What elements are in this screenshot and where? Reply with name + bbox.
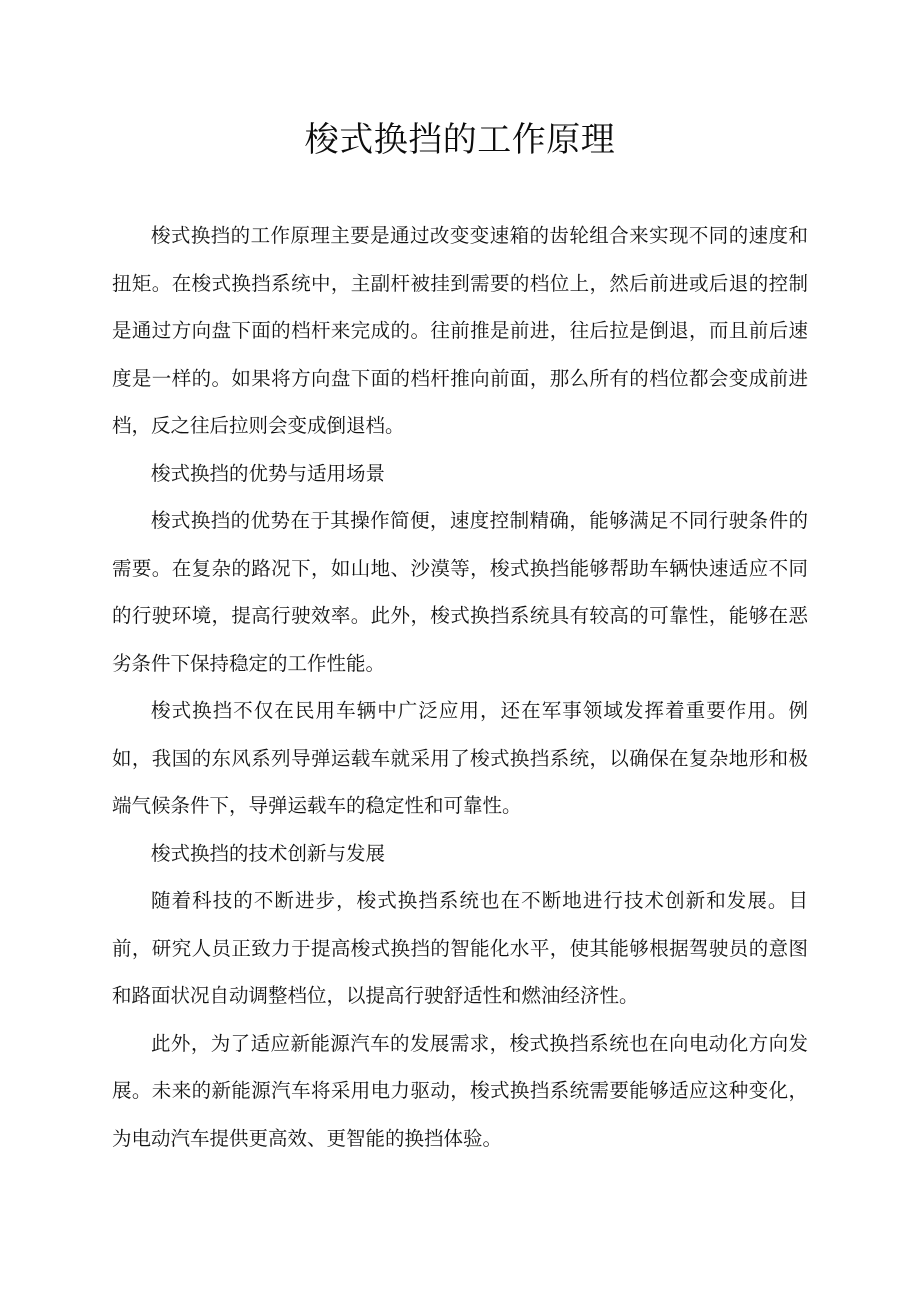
section-heading-innovation: 梭式换挡的技术创新与发展 xyxy=(151,841,386,865)
paragraph-advantages: 梭式换挡的优势在于其操作简便，速度控制精确，能够满足不同行驶条件的需要。在复杂的路况下，如山地、沙漠等，梭式换挡能够帮助车辆快速适应不同的行驶环境，提高行驶效率。此外，梭式换挡系统具有较高的可靠性，能够在恶劣条件下保持稳定的工作性能。 xyxy=(112,509,808,675)
section-heading-advantages: 梭式换挡的优势与适用场景 xyxy=(151,461,386,485)
paragraph-working-principle: 梭式换挡的工作原理主要是通过改变变速箱的齿轮组合来实现不同的速度和扭矩。在梭式换挡系统中，主副杆被挂到需要的档位上，然后前进或后退的控制是通过方向盘下面的档杆来完成的。往前推是前进，往后拉是倒退，而且前后速度是一样的。如果将方向盘下面的档杆推向前面，那么所有的档位都会变成前进档，反之往后拉则会变成倒退档。 xyxy=(112,224,808,437)
paragraph-applications: 梭式换挡不仅在民用车辆中广泛应用，还在军事领域发挥着重要作用。例如，我国的东风系列导弹运载车就采用了梭式换挡系统，以确保在复杂地形和极端气候条件下，导弹运载车的稳定性和可靠性。 xyxy=(112,699,808,817)
paragraph-innovation: 随着科技的不断进步，梭式换挡系统也在不断地进行技术创新和发展。目前，研究人员正致力于提高梭式换挡的智能化水平，使其能够根据驾驶员的意图和路面状况自动调整档位，以提高行驶舒适性和燃油经济性。 xyxy=(112,889,808,1007)
document-body xyxy=(112,212,808,1162)
paragraph-electrification: 此外，为了适应新能源汽车的发展需求，梭式换挡系统也在向电动化方向发展。未来的新能源汽车将采用电力驱动，梭式换挡系统需要能够适应这种变化，为电动汽车提供更高效、更智能的换挡体验。 xyxy=(112,1031,808,1150)
document-title: 梭式换挡的工作原理 xyxy=(304,120,616,160)
